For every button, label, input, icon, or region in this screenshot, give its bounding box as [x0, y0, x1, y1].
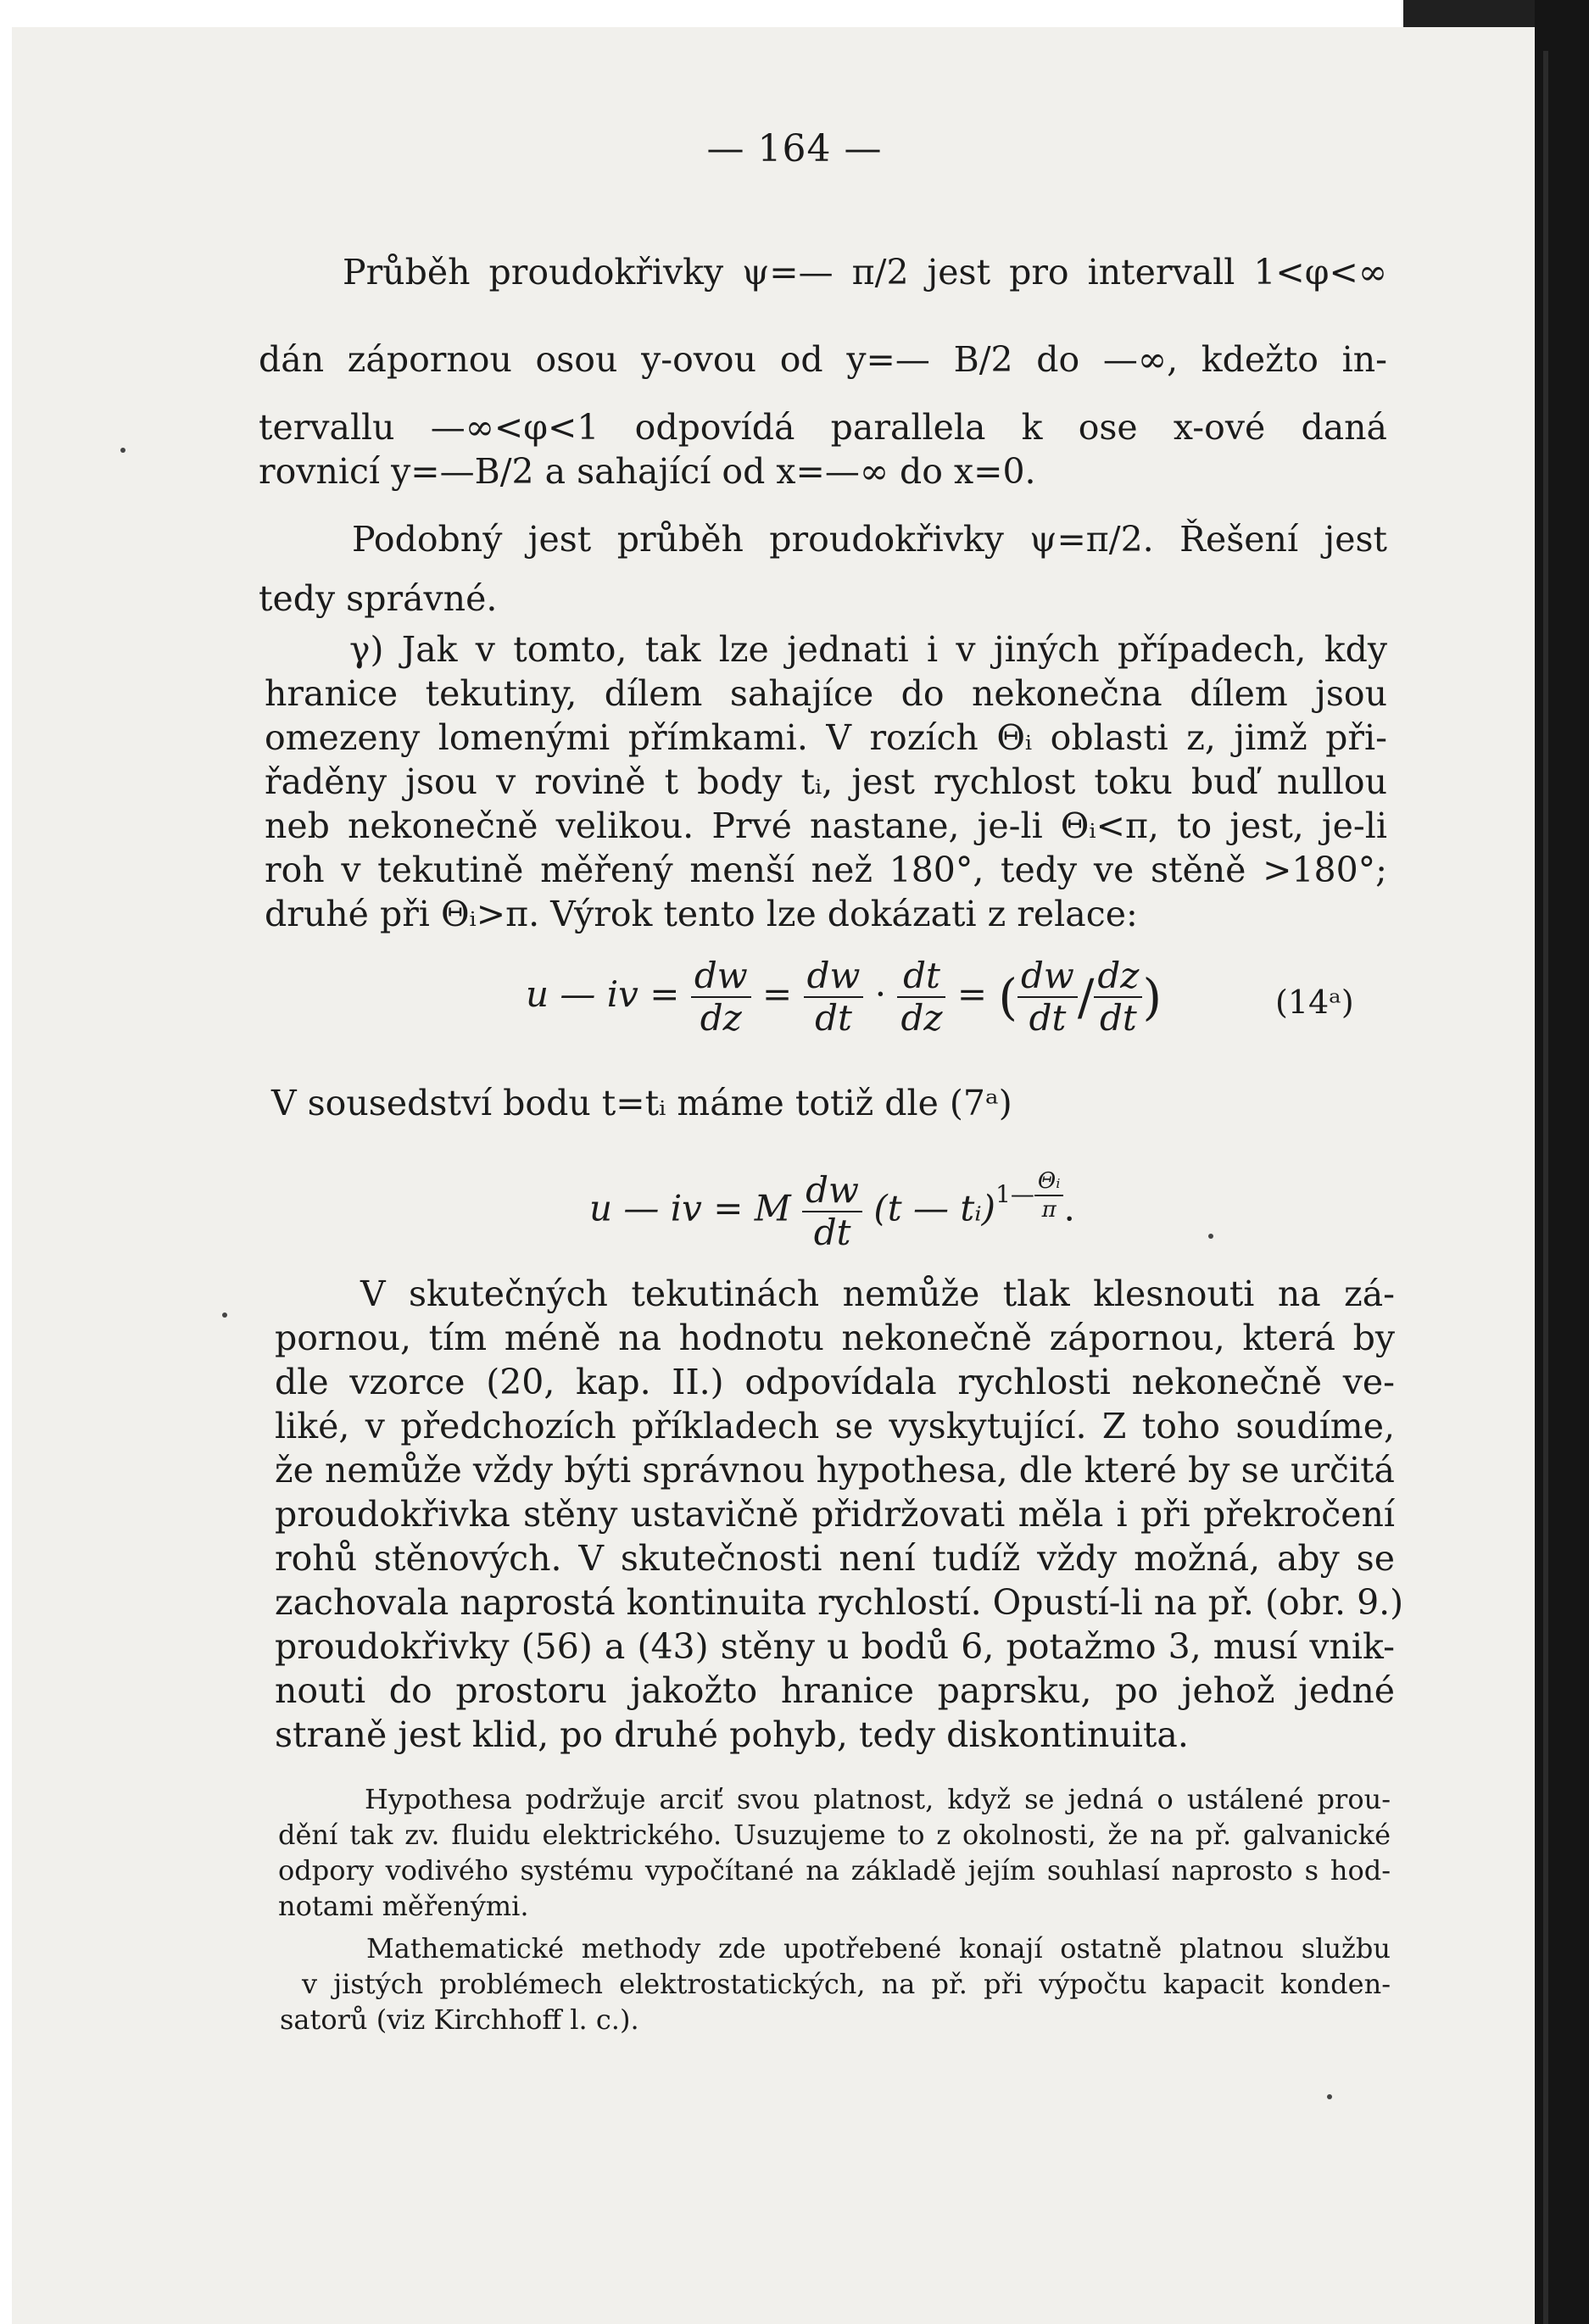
- scan-speck: [120, 448, 125, 453]
- text-line: řaděny jsou v rovině t body tᵢ, jest rychlost toku buď nullou: [265, 761, 1387, 802]
- text-line: druhé při Θᵢ>π. Výrok tento lze dokázati z relace:: [265, 894, 1138, 934]
- exponent-fraction: $\frac{\text{Θᵢ}}{\pi}$: [1034, 1170, 1064, 1221]
- scan-speck: [1208, 1234, 1213, 1239]
- note-line: notami měřenými.: [278, 1890, 529, 1922]
- equation-number: (14ᵃ): [1275, 984, 1354, 1021]
- text-line: V skutečných tekutinách nemůže tlak klesnouti na zá-: [360, 1273, 1395, 1314]
- text-line: že nemůže vždy býti správnou hypothesa, dle které by se určitá: [275, 1450, 1395, 1491]
- text-line: roh v tekutině měřený menší než 180°, tedy ve stěně >180°;: [265, 850, 1387, 890]
- note-line: dění tak zv. fluidu elektrického. Usuzujeme to z okolnosti, že na př. galvanické: [278, 1819, 1391, 1851]
- equation-14a: u — iv = $\frac{dw}{dz}$ = $\frac{dw}{dt}$ · $\frac{dt}{dz}$ = ( $\frac{dw}{dt}$ / $\frac{dz}{dt}$ ): [526, 955, 1162, 1039]
- text-line: omezeny lomenými přímkami. V rozích Θᵢ oblasti z, jimž při-: [265, 717, 1387, 758]
- text-line: tedy správné.: [259, 578, 498, 619]
- text-line: nouti do prostoru jakožto hranice paprsku, po jehož jedné: [275, 1670, 1395, 1711]
- scan-edge-right: [1535, 0, 1589, 2324]
- note-line: v jistých problémech elektrostatických, na př. při výpočtu kapacit konden-: [302, 1968, 1391, 2000]
- exponent: 1—: [995, 1179, 1034, 1208]
- text-line: straně jest klid, po druhé pohyb, tedy diskontinuita.: [275, 1714, 1189, 1755]
- text-line: zachovala naprostá kontinuita rychlostí. Opustí-li na př. (obr. 9.): [275, 1582, 1404, 1623]
- text-line: tervallu —∞<φ<1 odpovídá parallela k ose x-ové daná: [259, 407, 1387, 448]
- scan-edge-top: [1403, 0, 1535, 27]
- text-line: Průběh proudokřivky ψ=— π/2 jest pro intervall 1<φ<∞: [343, 252, 1387, 293]
- text-line: dle vzorce (20, kap. II.) odpovídala rychlosti nekonečně ve-: [275, 1362, 1395, 1402]
- fraction: $\frac{dt}{dz}$: [897, 958, 945, 1036]
- text-line: hranice tekutiny, dílem sahajíce do nekonečna dílem jsou: [265, 673, 1387, 714]
- note-line: satorů (viz Kirchhoff l. c.).: [280, 2004, 639, 2036]
- equation-local: u — iv = M $\frac{dw}{dt}$ (t — tᵢ)$^{1— \frac{\text{Θᵢ}}{\pi}}$ .: [589, 1168, 1075, 1253]
- note-line: odpory vodivého systému vypočítané na základě jejím souhlasí naprosto s hod-: [278, 1854, 1391, 1887]
- text-line: proudokřivky (56) a (43) stěny u bodů 6, potažmo 3, musí vnik-: [275, 1626, 1395, 1667]
- text-line: proudokřivka stěny ustavičně přidržovati měla i při překročení: [275, 1494, 1395, 1535]
- eq-term: (t — tᵢ): [873, 1187, 996, 1229]
- text-line: Podobný jest průběh proudokřivky ψ=π/2. Řešení jest: [352, 519, 1387, 560]
- fraction: $\frac{dw}{dt}$: [1018, 958, 1078, 1036]
- fraction: $\frac{dw}{dt}$: [804, 958, 864, 1036]
- scan-speck: [1327, 2094, 1332, 2099]
- fraction: $\frac{dz}{dt}$: [1094, 958, 1142, 1036]
- text-line: rovnicí y=—B/2 a sahající od x=—∞ do x=0.: [259, 451, 1036, 492]
- text-line: liké, v předchozích příkladech se vyskytující. Z toho soudíme,: [275, 1406, 1395, 1446]
- fraction: $\frac{dw}{dt}$: [802, 1173, 862, 1251]
- eq-lhs: u — iv = M: [589, 1187, 791, 1229]
- note-line: Hypothesa podržuje arciť svou platnost, když se jedná o ustálené prou-: [365, 1783, 1391, 1815]
- text-line: V sousedství bodu t=tᵢ máme totiž dle (7ᵃ): [271, 1083, 1012, 1123]
- text-line: neb nekonečně velikou. Prvé nastane, je-li Θᵢ<π, to jest, je-li: [265, 805, 1387, 846]
- eq-lhs: u — iv =: [526, 973, 680, 1015]
- scan-speck: [222, 1312, 227, 1318]
- text-line: pornou, tím méně na hodnotu nekonečně zápornou, která by: [275, 1318, 1395, 1358]
- fraction: $\frac{dw}{dz}$: [691, 958, 751, 1036]
- note-line: Mathematické methody zde upotřebené konají ostatně platnou službu: [366, 1932, 1391, 1965]
- page-number: — 164 —: [706, 127, 883, 170]
- text-line: rohů stěnových. V skutečnosti není tudíž vždy možná, aby se: [275, 1538, 1395, 1579]
- text-line: dán zápornou osou y-ovou od y=— B/2 do —∞, kdežto in-: [259, 339, 1387, 380]
- text-line: γ) Jak v tomto, tak lze jednati i v jiných případech, kdy: [349, 629, 1387, 670]
